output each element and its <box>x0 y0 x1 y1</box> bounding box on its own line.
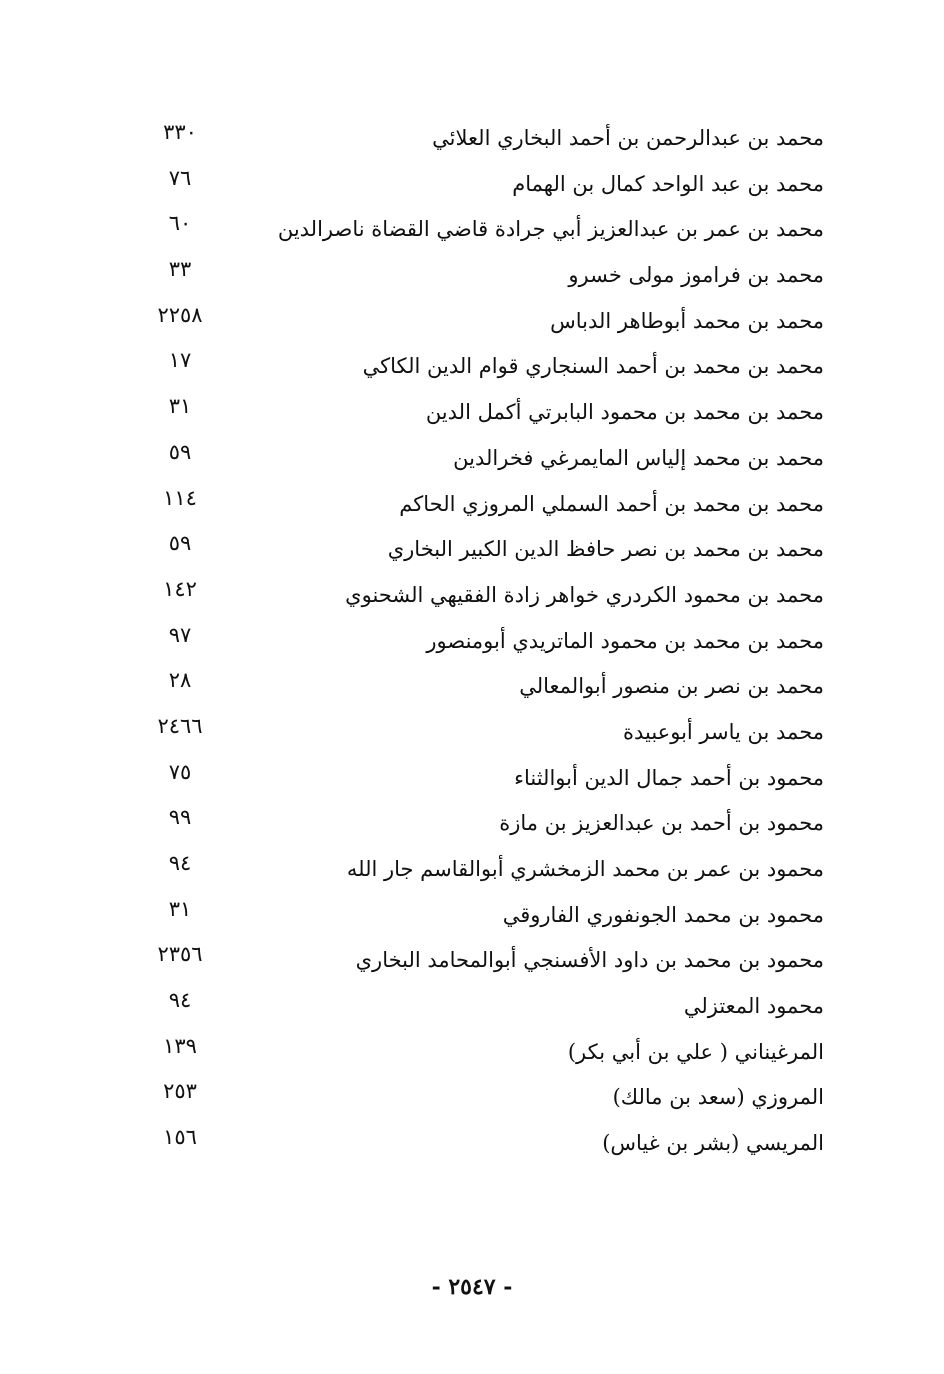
entry-name: محمد بن فراموز مولى خسرو <box>568 263 824 288</box>
entry-page-number: ٣١ <box>168 896 192 921</box>
entry-name: محمد بن عمر بن عبدالعزيز أبي جرادة قاضي القضاة ناصرالدين <box>277 217 824 242</box>
entry-page-number: ٣٣ <box>168 257 192 282</box>
entry-name: محمد بن محمد أبوطاهر الدباس <box>550 308 824 333</box>
entry-name: محمد بن ياسر أبوعبيدة <box>622 719 824 744</box>
index-entry <box>130 895 830 941</box>
index-entry <box>130 1123 830 1169</box>
entry-name: المريسي (بشر بن غياس) <box>602 1131 824 1156</box>
entry-name: محمود بن محمد بن داود الأفسنجي أبوالمحامد البخاري <box>355 948 824 973</box>
entry-page-number: ٩٤ <box>168 851 192 875</box>
entry-name: محمود المعتزلي <box>683 994 824 1019</box>
entry-page-number: ٥٩ <box>168 439 192 464</box>
index-entry <box>130 392 830 438</box>
entry-page-number: ٧٥ <box>168 759 192 784</box>
index-entry <box>130 712 830 758</box>
entry-name: محمود بن عمر بن محمد الزمخشري أبوالقاسم جار الله <box>346 857 824 881</box>
entry-name: محمد بن محمد إلياس المايمرغي فخرالدين <box>453 445 824 470</box>
entry-page-number: ١٥٦ <box>163 1125 197 1150</box>
entry-page-number: ١٤٢ <box>163 576 197 601</box>
entry-page-number: ٢٣٥٦ <box>157 942 203 967</box>
entry-name: محمود بن أحمد بن عبدالعزيز بن مازة <box>499 811 824 836</box>
entry-name: محمود بن محمد الجونفوري الفاروقي <box>502 902 824 927</box>
entry-name: المروزي (سعد بن مالك) <box>612 1085 824 1110</box>
entry-name: محمد بن عبد الواحد كمال بن الهمام <box>512 171 824 196</box>
index-entry <box>130 346 830 392</box>
index-entry <box>130 1032 830 1078</box>
index-entry <box>130 666 830 712</box>
entry-name: محمد بن محمود الكردري خواهر زادة الفقيهي الشحنوي <box>345 582 824 607</box>
index-entry <box>130 438 830 484</box>
entry-page-number: ٥٩ <box>168 531 192 556</box>
index-entry <box>130 118 830 164</box>
entry-page-number: ١٧ <box>168 348 192 373</box>
entry-page-number: ٢٥٣ <box>163 1079 197 1104</box>
entry-name: محمد بن نصر بن منصور أبوالمعالي <box>519 674 824 699</box>
index-entry <box>130 803 830 849</box>
index-entry <box>130 484 830 530</box>
entry-page-number: ٩٩ <box>168 805 192 830</box>
index-list <box>130 118 830 1169</box>
entry-page-number: ٢٤٦٦ <box>157 713 203 738</box>
entry-page-number: ٧٦ <box>168 165 192 190</box>
index-entry <box>130 758 830 804</box>
entry-page-number: ٢٢٥٨ <box>157 302 203 327</box>
entry-page-number: ١٣٩ <box>163 1033 197 1058</box>
index-entry <box>130 301 830 347</box>
index-entry <box>130 849 830 895</box>
entry-name: محمود بن أحمد جمال الدين أبوالثناء <box>514 765 824 790</box>
index-entry <box>130 529 830 575</box>
entry-page-number: ٣١ <box>168 394 192 419</box>
entry-name: محمد بن محمد بن محمود البابرتي أكمل الدين <box>425 400 824 425</box>
entry-name: محمد بن محمد بن محمود الماتريدي أبومنصور <box>426 628 824 653</box>
entry-name: محمد بن محمد بن أحمد السملي المروزي الحاكم <box>399 491 824 516</box>
page-number: - ٢٥٤٧ - <box>431 1274 513 1300</box>
index-entry <box>130 575 830 621</box>
index-entry <box>130 1077 830 1123</box>
entry-page-number: ٩٧ <box>168 622 192 647</box>
entry-name: محمد بن عبدالرحمن بن أحمد البخاري العلائي <box>432 126 824 150</box>
index-entry <box>130 255 830 301</box>
index-entry <box>130 621 830 667</box>
entry-page-number: ٩٤ <box>168 988 192 1013</box>
entry-name: محمد بن محمد بن نصر حافظ الدين الكبير البخاري <box>387 537 824 562</box>
index-entry <box>130 164 830 210</box>
entry-page-number: ١١٤ <box>163 485 197 510</box>
entry-name: المرغيناني ( علي بن أبي بكر) <box>567 1039 824 1064</box>
entry-name: محمد بن محمد بن أحمد السنجاري قوام الدين الكاكي <box>362 354 824 379</box>
index-entry <box>130 940 830 986</box>
entry-page-number: ٢٨ <box>168 668 192 693</box>
entry-page-number: ٣٣٠ <box>163 120 197 144</box>
entry-page-number: ٦٠ <box>168 211 192 236</box>
index-entry <box>130 209 830 255</box>
index-entry <box>130 986 830 1032</box>
